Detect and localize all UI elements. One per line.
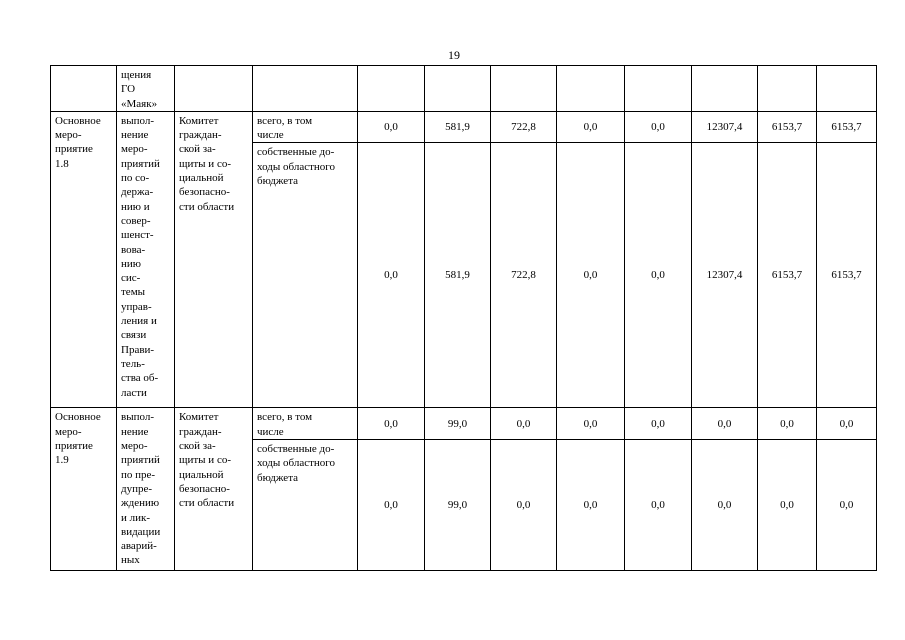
value-cell (817, 66, 877, 112)
value-cell: 722,8 (491, 143, 557, 408)
description-cell: щения ГО «Маяк» (117, 66, 175, 112)
measure-cell: Основное меро- приятие 1.8 (51, 111, 117, 408)
value-cell: 0,0 (625, 111, 692, 143)
value-cell (358, 66, 425, 112)
value-cell: 0,0 (625, 440, 692, 571)
executor-cell: Комитет граждан- ской за- щиты и со- циальной безопасно- сти области (175, 111, 253, 408)
table-row (51, 111, 877, 143)
value-cell: 12307,4 (692, 143, 758, 408)
value-cell: 0,0 (358, 440, 425, 571)
value-cell (625, 66, 692, 112)
value-cell (491, 66, 557, 112)
source-cell: собственные до- ходы областного бюджета (253, 143, 358, 408)
value-cell: 6153,7 (758, 111, 817, 143)
source-cell: всего, в том числе (253, 111, 358, 143)
value-cell: 0,0 (557, 408, 625, 440)
value-cell: 0,0 (557, 143, 625, 408)
value-cell: 0,0 (557, 440, 625, 571)
value-cell: 0,0 (491, 408, 557, 440)
value-cell (758, 66, 817, 112)
value-cell: 0,0 (758, 408, 817, 440)
source-cell: собственные до- ходы областного бюджета (253, 440, 358, 571)
value-cell: 0,0 (817, 408, 877, 440)
value-cell: 0,0 (358, 408, 425, 440)
value-cell (692, 66, 758, 112)
value-cell: 0,0 (758, 440, 817, 571)
value-cell: 0,0 (491, 440, 557, 571)
source-cell (253, 66, 358, 112)
executor-cell: Комитет граждан- ской за- щиты и со- циальной безопасно- сти области (175, 408, 253, 571)
executor-cell (175, 66, 253, 112)
value-cell: 0,0 (557, 111, 625, 143)
value-cell: 99,0 (425, 408, 491, 440)
value-cell: 12307,4 (692, 111, 758, 143)
value-cell: 0,0 (625, 408, 692, 440)
value-cell (557, 66, 625, 112)
value-cell: 581,9 (425, 143, 491, 408)
value-cell: 0,0 (625, 143, 692, 408)
value-cell (425, 66, 491, 112)
value-cell: 6153,7 (758, 143, 817, 408)
page-number: 19 (448, 48, 460, 62)
value-cell: 722,8 (491, 111, 557, 143)
measure-cell: Основное меро- приятие 1.9 (51, 408, 117, 571)
source-cell: всего, в том числе (253, 408, 358, 440)
value-cell: 0,0 (692, 408, 758, 440)
value-cell: 0,0 (358, 143, 425, 408)
measure-cell (51, 66, 117, 112)
value-cell: 6153,7 (817, 111, 877, 143)
description-cell: выпол- нение меро- приятий по пре- дупре- ждению и лик- видации аварий- ных (117, 408, 175, 571)
value-cell: 0,0 (692, 440, 758, 571)
budget-table (50, 65, 877, 571)
table-row (51, 66, 877, 112)
table-row (51, 408, 877, 440)
value-cell: 99,0 (425, 440, 491, 571)
value-cell: 6153,7 (817, 143, 877, 408)
value-cell: 0,0 (358, 111, 425, 143)
value-cell: 0,0 (817, 440, 877, 571)
description-cell: выпол- нение меро- приятий по со- держа- нию и совер- шенст- вова- нию сис- темы управ- ления и связи Прави- тель- ства об- ласти (117, 111, 175, 408)
value-cell: 581,9 (425, 111, 491, 143)
